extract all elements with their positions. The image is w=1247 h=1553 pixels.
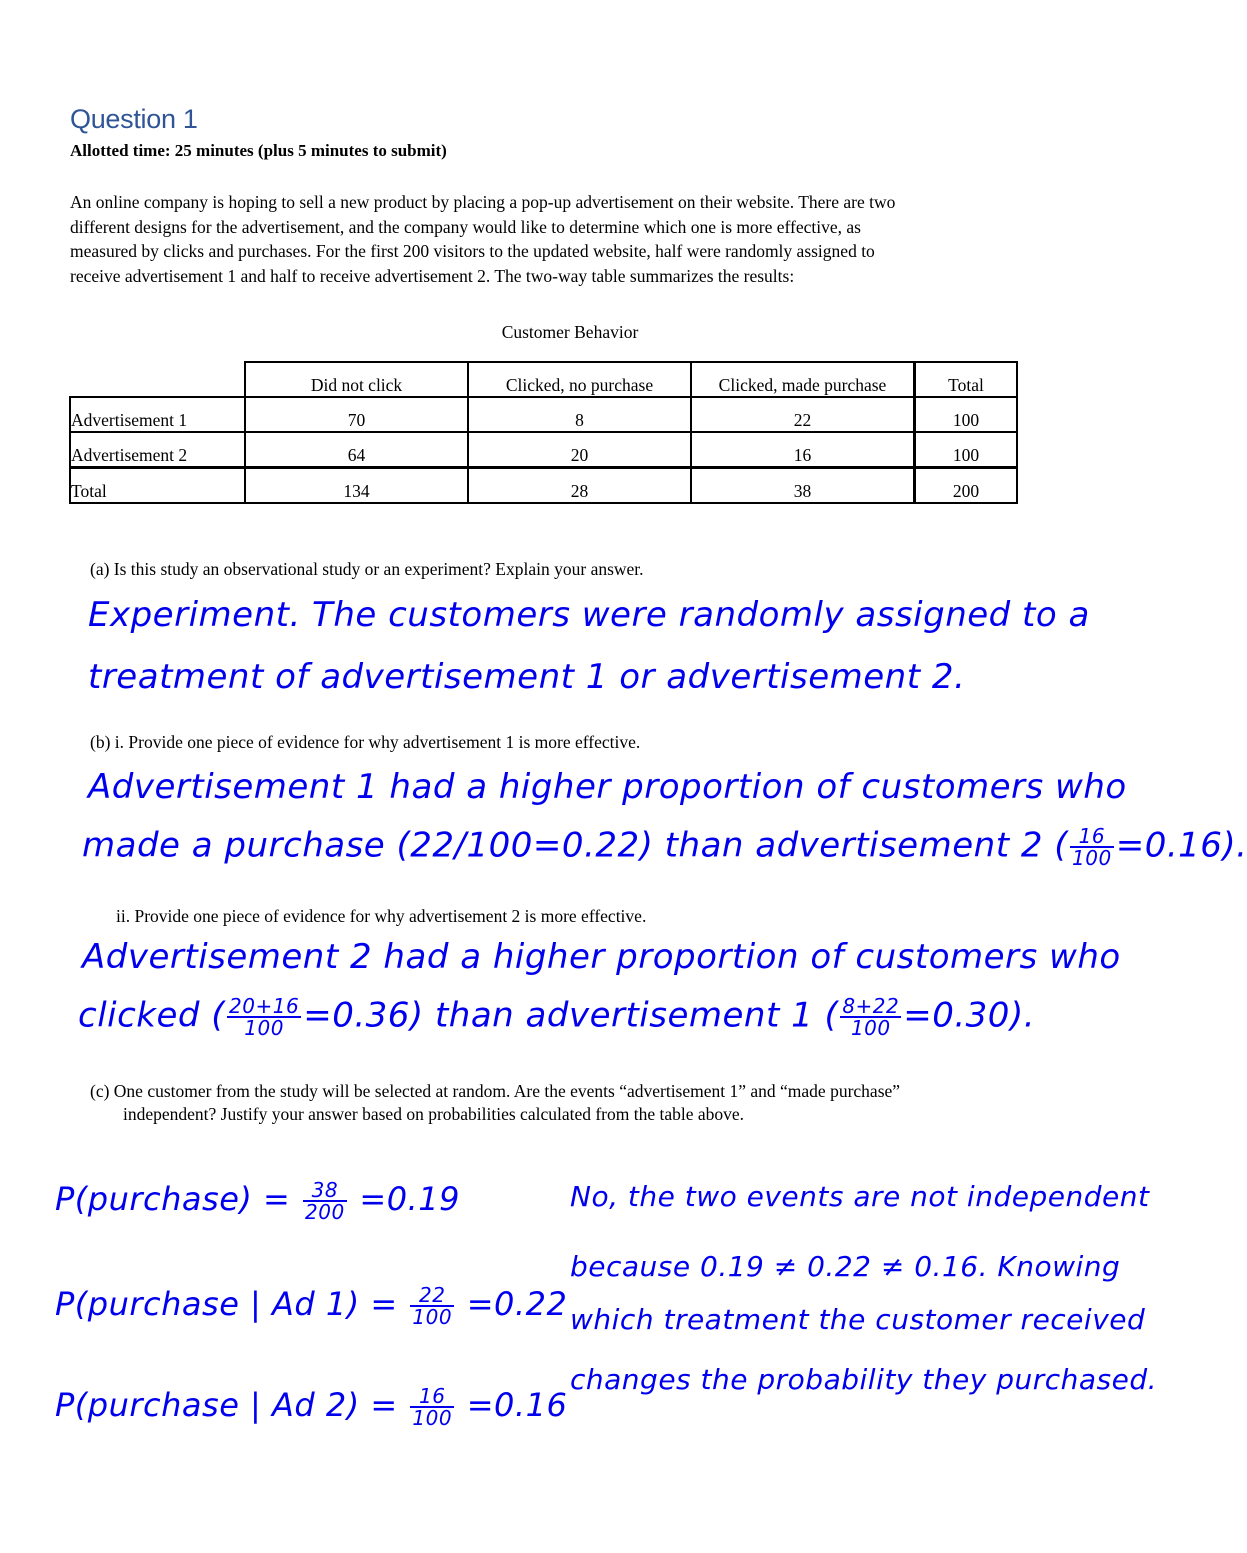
fraction [840,996,901,1038]
answer-text: =0.22) than advertisement 2 ( [532,825,1069,866]
question-a: (a) Is this study an observational study or an experiment? Explain your answer. [90,559,644,579]
table-cell: 16 [691,432,915,468]
table-cell: 38 [691,468,915,504]
table-cell: 100 [915,397,1018,432]
table-row [70,432,1017,468]
table-cell: 134 [245,468,468,504]
table-row [70,397,1017,432]
answer-text: =0.19 [359,1180,460,1218]
question-b-i: (b) i. Provide one piece of evidence for why advertisement 1 is more effective. [90,732,641,752]
table-cell: 28 [468,468,691,504]
row-label: Advertisement 1 [70,397,245,432]
row-label: Total [70,468,245,504]
answer-a-line1: Experiment. The customers were randomly assigned to a [88,595,1090,635]
question-title: Question 1 [70,104,198,134]
fraction [410,1386,454,1428]
question-b-ii: ii. Provide one piece of evidence for why advertisement 2 is more effective. [116,906,647,926]
fraction-denominator: 100 [412,1406,453,1430]
answer-text: =0.22 [466,1285,568,1323]
table-cell: 64 [245,432,468,468]
fraction-denominator: 100 [412,1305,453,1329]
table-cell: 100 [915,432,1018,468]
fraction [410,1285,454,1327]
answer-text: clicked ( [78,995,226,1036]
fraction [303,1180,347,1222]
answer-text: P(purchase | Ad 1) = [55,1285,398,1323]
answer-c-conclusion-line2: because 0.19 ≠ 0.22 ≠ 0.16. Knowing [570,1250,1121,1283]
answer-text: P(purchase | Ad 2) = [55,1386,398,1424]
answer-b-i-line1: Advertisement 1 had a higher proportion of customers who [88,767,1127,807]
question-c-line1: (c) One customer from the study will be selected at random. Are the events “advertisement 1” and “made purchase” [90,1081,901,1101]
fraction-numerator: 16 [1070,826,1114,848]
table-cell: 8 [468,397,691,432]
answer-a-line2: treatment of advertisement 1 or advertisement 2. [88,657,966,697]
answer-b-ii-line1: Advertisement 2 had a higher proportion of customers who [82,937,1121,977]
answer-text: =0.30). [903,995,1036,1036]
answer-text: =0.16 [466,1386,568,1424]
answer-c-p-purchase-ad1 [55,1285,567,1327]
answer-text: made a purchase ( [82,825,411,866]
question-c-line2: independent? Justify your answer based on probabilities calculated from the table above. [123,1104,745,1124]
col-header-total: Total [915,362,1018,397]
fraction-numerator: 8+22 [842,994,900,1018]
table-cell: 20 [468,432,691,468]
intro-paragraph: An online company is hoping to sell a new product by placing a pop-up advertisement on their website. There are two different designs for the advertisement, and the company would like to determine which one is more effective, as measured by clicks and purchases. For the first 200 visitors to the updated website, half were randomly assigned to receive advertisement 1 and half to receive advertisement 2. The two-way table summarizes the results: [70,192,896,286]
answer-c-p-purchase-ad2 [55,1386,567,1428]
answer-text: 22/100 [410,825,533,866]
answer-b-i-line2 [82,826,1247,868]
col-header-clicked-made-purchase: Clicked, made purchase [691,362,915,397]
fraction-numerator: 22 [410,1285,454,1307]
table-caption: Customer Behavior [501,322,639,342]
table-cell: 22 [691,397,915,432]
answer-c-conclusion-line3: which treatment the customer received [570,1303,1146,1336]
table-header-row [70,362,1017,397]
fraction-numerator: 20+16 [229,994,300,1018]
fraction [227,996,301,1038]
table-cell: 70 [245,397,468,432]
col-header-did-not-click: Did not click [245,362,468,397]
answer-text: P(purchase) = [55,1180,291,1218]
fraction-denominator: 100 [244,1016,284,1040]
answer-text: =0.36) than advertisement 1 ( [303,995,839,1036]
two-way-table [69,361,1018,504]
row-label: Advertisement 2 [70,432,245,468]
fraction-denominator: 100 [1072,846,1112,870]
answer-c-p-purchase [55,1180,460,1222]
fraction [1070,826,1114,868]
answer-text: =0.16). [1115,825,1247,866]
table-cell: 200 [915,468,1018,504]
table-row [70,468,1017,504]
fraction-denominator: 200 [305,1200,345,1224]
answer-b-ii-line2 [78,996,1035,1038]
allotted-time: Allotted time: 25 minutes (plus 5 minutes to submit) [70,141,447,160]
answer-c-conclusion-line1: No, the two events are not independent [570,1180,1150,1213]
fraction-numerator: 16 [410,1386,454,1408]
fraction-numerator: 38 [303,1180,347,1202]
fraction-denominator: 100 [850,1016,891,1040]
col-header-clicked-no-purchase: Clicked, no purchase [468,362,691,397]
answer-c-conclusion-line4: changes the probability they purchased. [570,1363,1158,1396]
